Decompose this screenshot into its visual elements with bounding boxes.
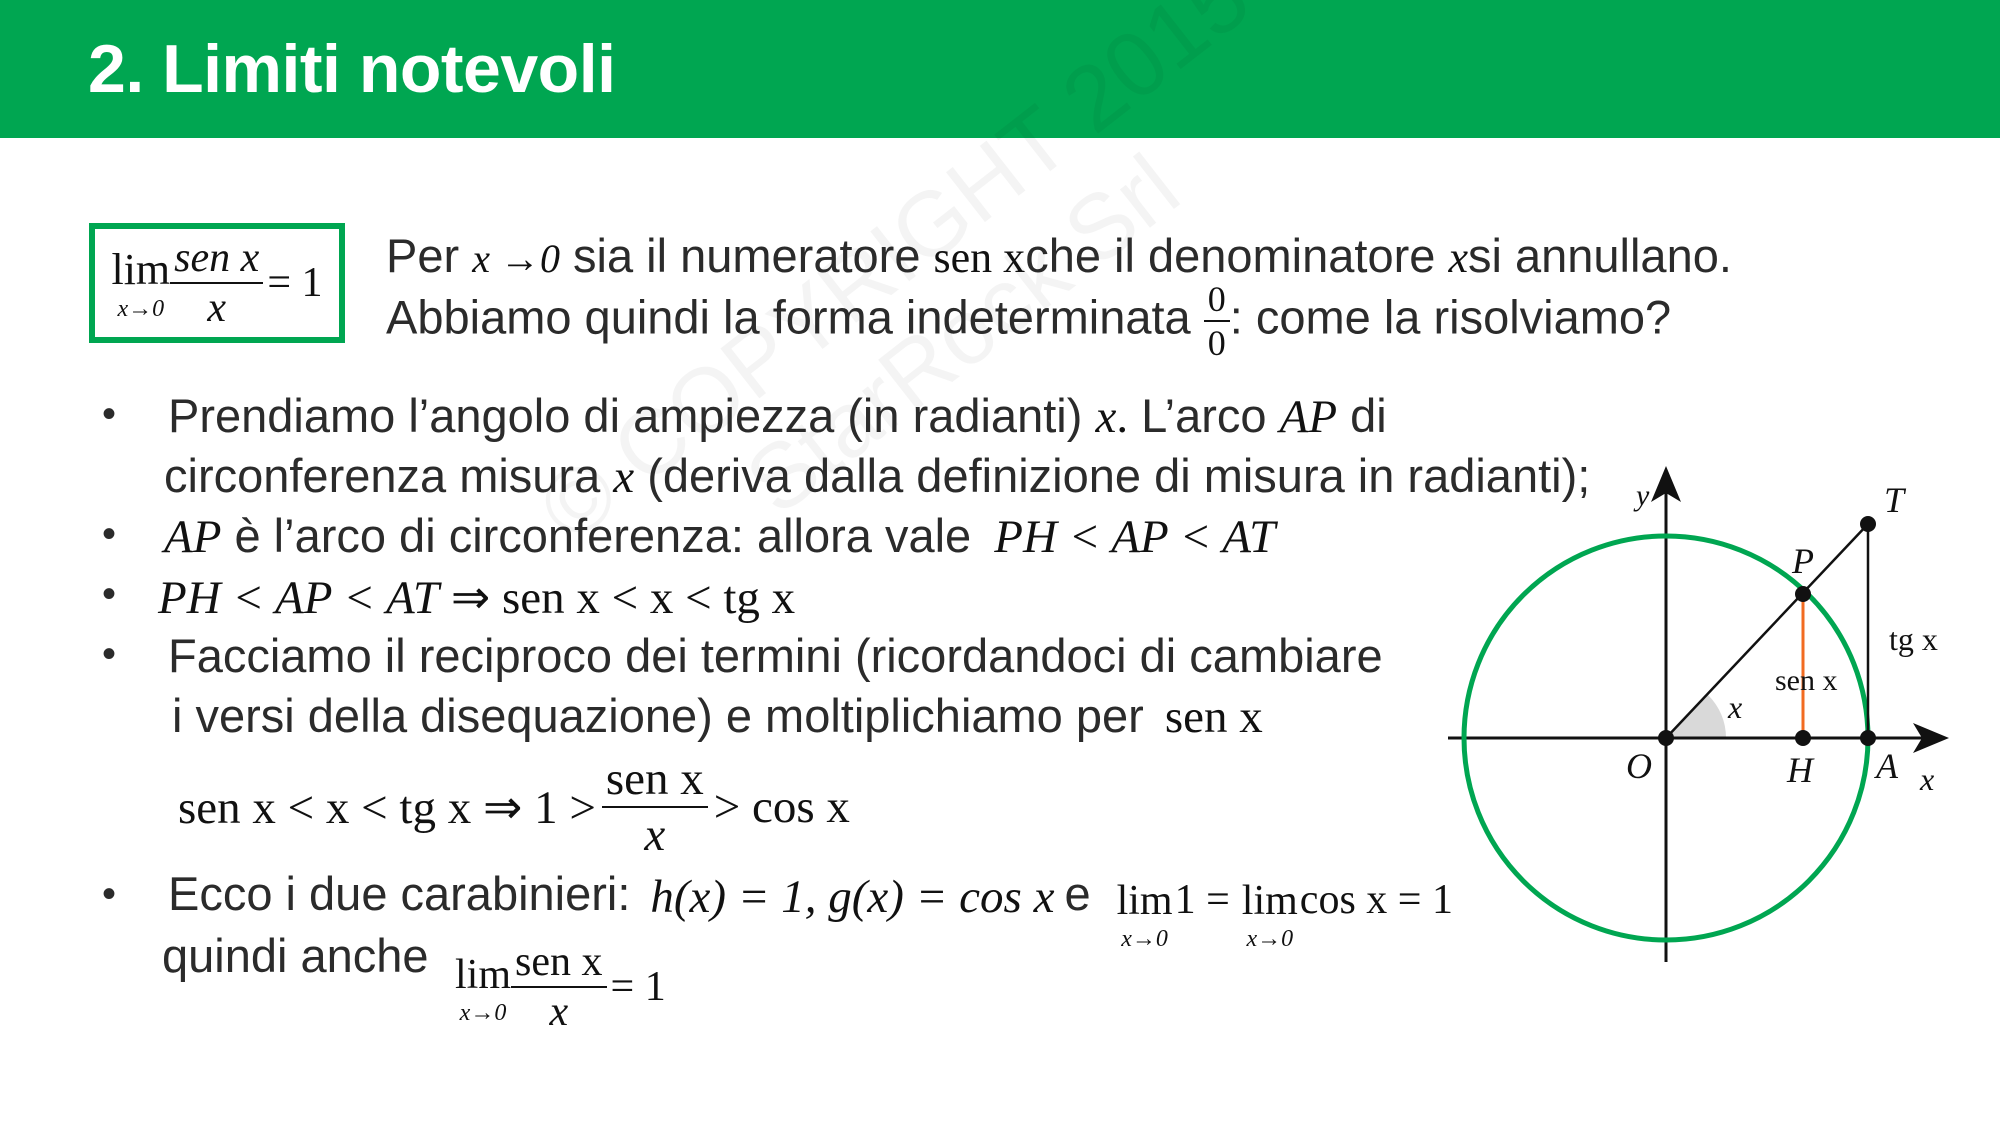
point-p (1795, 586, 1811, 602)
b5-lim2-text: lim (1241, 878, 1298, 924)
zero-denominator: 0 (1207, 323, 1226, 363)
page-title: 2. Limiti notevoli (88, 31, 616, 107)
b5-cos-equals: cos x = 1 (1299, 877, 1453, 923)
lim-subscript: x→0 (117, 295, 165, 322)
b3-inequality: PH < AP < AT (158, 572, 440, 624)
chain-denominator: x (644, 809, 666, 861)
final-lim (455, 950, 511, 1025)
fraction-denominator: x (207, 285, 227, 331)
zero-over-zero (1204, 278, 1230, 364)
chain-numerator: sen x (602, 752, 708, 808)
bullet-3-line (158, 570, 795, 625)
label-x-axis: x (1920, 761, 1935, 797)
label-o: O (1626, 746, 1652, 786)
bullet-1-line-1 (168, 388, 1387, 444)
lim-operator (111, 246, 170, 321)
bullet-2-line (164, 508, 1275, 564)
intro-condition: x →0 (472, 236, 560, 281)
b5-text: Ecco i due carabinieri: (168, 867, 631, 920)
b5-lim-1 (1117, 876, 1173, 951)
b1-text-c: di (1350, 389, 1387, 442)
b1-angle-x: x (1095, 391, 1117, 443)
label-angle-x: x (1728, 689, 1743, 725)
label-h: H (1787, 750, 1813, 790)
final-numerator: sen x (511, 938, 607, 988)
intro-denominator: x (1448, 233, 1468, 282)
label-y: y (1636, 479, 1650, 512)
bullet-1-line-2 (164, 448, 1590, 504)
b5-functions: h(x) = 1, g(x) = cos x (650, 871, 1055, 923)
bullet-4-symbol: • (102, 632, 117, 676)
b1-text-b: L’arco (1141, 389, 1267, 442)
limit-box (89, 223, 345, 343)
label-sen-x: sen x (1775, 664, 1838, 697)
b5-one-equals: 1 = (1174, 877, 1230, 923)
point-t (1860, 516, 1876, 532)
b1-text-a: Prendiamo l’angolo di ampiezza (in radianti) (168, 389, 1083, 442)
intro-text-c: che il denominatore (1025, 229, 1436, 282)
bullet-5-line-2: quindi anche (162, 929, 429, 982)
b2-arc-ap: AP (164, 511, 222, 563)
b1-arc-ap: AP (1279, 391, 1338, 443)
b1-line2-a: circonferenza misura (164, 449, 601, 502)
final-limit (455, 938, 666, 1036)
point-h (1795, 730, 1811, 746)
bullet-3-symbol: • (102, 572, 117, 616)
b2-inequality: PH < AP < AT (994, 511, 1276, 563)
unit-circle-figure (1440, 460, 1960, 980)
chain-left: sen x < x < tg x ⇒ 1 > (178, 781, 596, 834)
intro-line-1 (386, 228, 1732, 283)
b5-lim-2 (1242, 876, 1298, 951)
intro-text-d: si annullano. (1467, 229, 1732, 282)
zero-numerator: 0 (1204, 278, 1230, 322)
chain-fraction (602, 752, 708, 862)
point-o (1658, 730, 1674, 746)
limit-fraction (170, 234, 263, 332)
b3-implication: ⇒ sen x < x < tg x (450, 572, 796, 624)
label-p: P (1792, 541, 1814, 581)
chain-inequality (178, 752, 850, 862)
bullet-4-line-1: Facciamo il reciproco dei termini (ricordandoci di cambiare (168, 629, 1383, 682)
bullet-5-symbol: • (102, 872, 117, 916)
label-t: T (1884, 480, 1905, 520)
final-rhs: = 1 (610, 964, 666, 1010)
b2-text: è l’arco di circonferenza: allora vale (234, 509, 972, 562)
bullet-2-symbol: • (102, 512, 117, 556)
final-fraction (511, 938, 607, 1036)
b4-text-b: i versi della disequazione) e moltiplichiamo per (172, 689, 1144, 742)
b5-e: e (1064, 867, 1091, 920)
fraction-numerator: sen x (170, 234, 263, 284)
intro-line2-question: : come la risolviamo? (1229, 290, 1672, 344)
point-a (1860, 730, 1876, 746)
angle-sector (1666, 695, 1726, 738)
header-bar (0, 0, 2000, 138)
intro-line-2 (386, 278, 1671, 364)
lim-text: lim (111, 244, 171, 294)
final-denominator: x (549, 989, 569, 1035)
final-lim-sub: x→0 (459, 999, 507, 1026)
bullet-4-line-2 (172, 688, 1263, 744)
label-tg-x: tg x (1889, 621, 1938, 657)
b5-lim1-sub: x→0 (1121, 926, 1168, 952)
label-a: A (1876, 746, 1898, 786)
b5-lim1-text: lim (1116, 878, 1173, 924)
b1-line2-x: x (613, 451, 635, 503)
intro-text-b: sia il numeratore (573, 229, 921, 282)
chain-right: > cos x (713, 781, 850, 833)
b1-dot: . (1116, 391, 1129, 443)
final-lim-text: lim (455, 951, 512, 998)
b4-sen-x: sen x (1164, 691, 1263, 743)
limit-rhs: = 1 (267, 260, 323, 306)
b5-lim2-sub: x→0 (1246, 926, 1294, 952)
intro-line2-text: Abbiamo quindi la forma indeterminata (386, 290, 1191, 344)
b1-line2-b: (deriva dalla definizione di misura in radianti); (647, 449, 1591, 502)
intro-numerator: sen x (933, 233, 1026, 282)
intro-per: Per (386, 229, 460, 282)
bullet-1-symbol: • (102, 392, 117, 436)
